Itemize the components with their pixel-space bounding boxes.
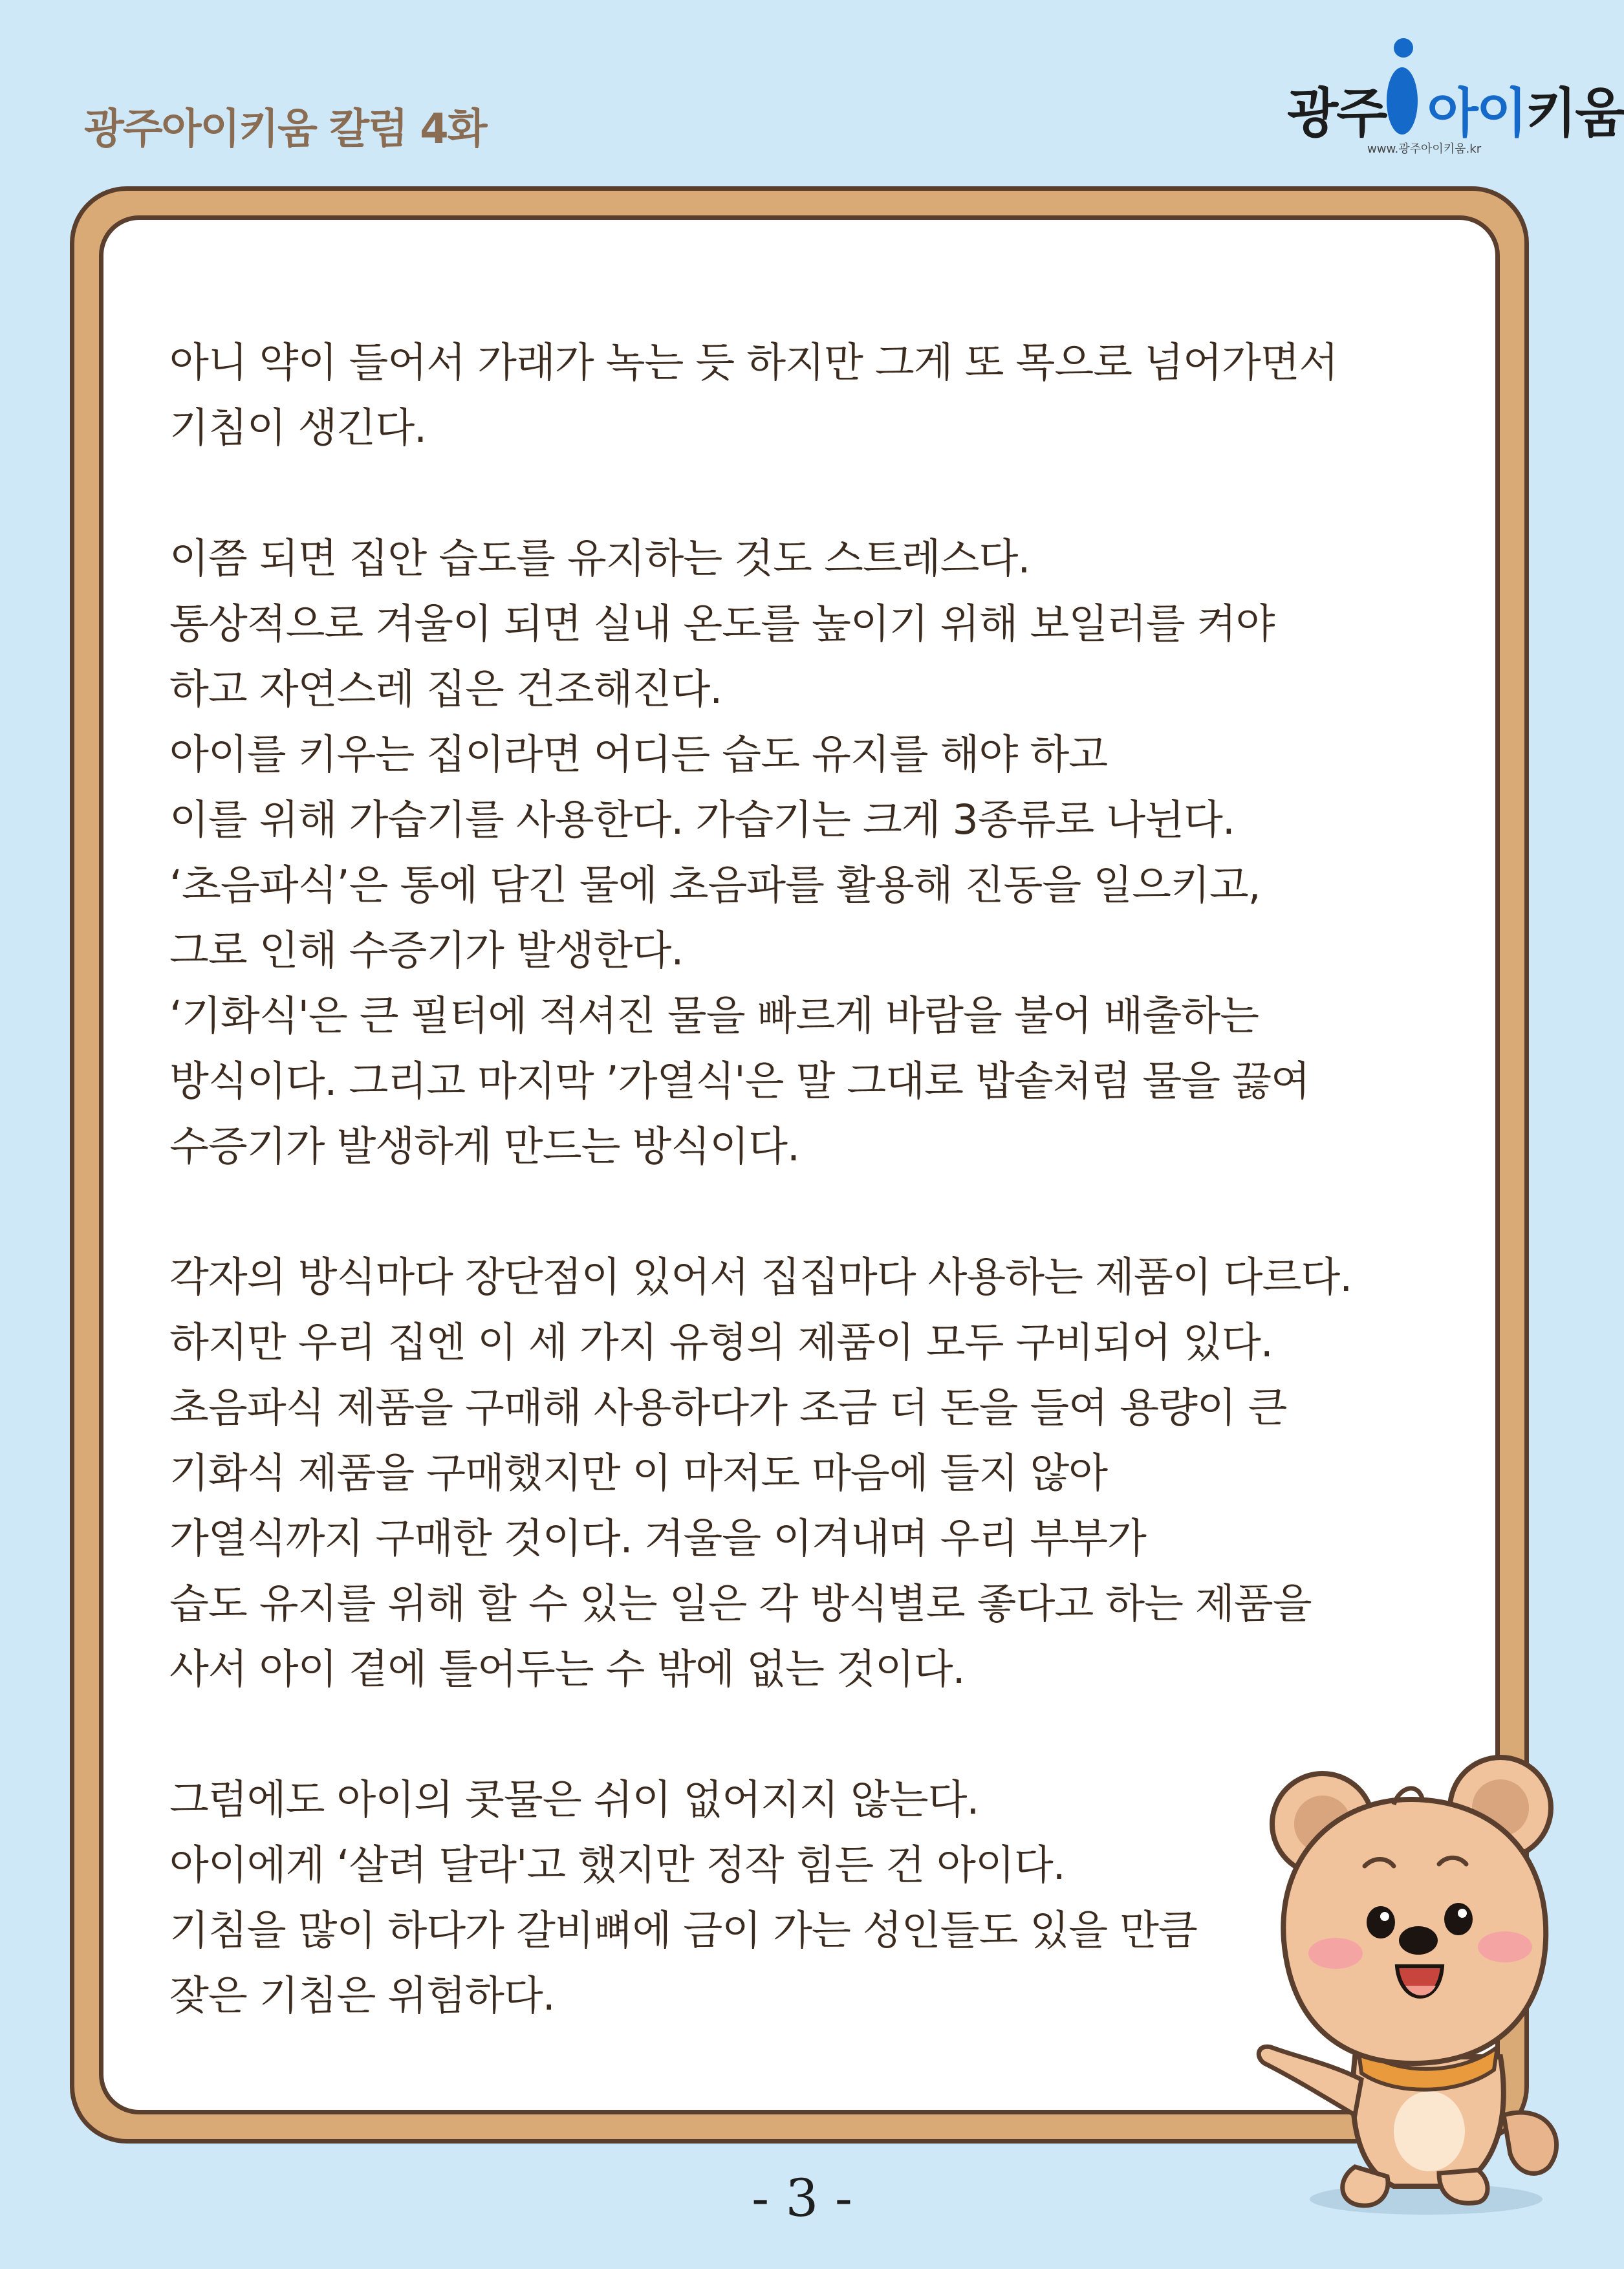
body-line: 초음파식 제품을 구매해 사용하다가 조금 더 돈을 들여 용량이 큰	[169, 1384, 1287, 1431]
logo-text-kium: 키움	[1525, 83, 1624, 144]
body-line: 잦은 기침은 위험하다.	[169, 1972, 555, 2019]
body-line: 기화식 제품을 구매했지만 이 마저도 마음에 들지 않아	[169, 1449, 1108, 1497]
logo-url: www.광주아이키움.kr	[1367, 142, 1482, 156]
column-title: 광주아이키움 칼럼 4화	[84, 105, 486, 153]
body-line: 그로 인해 수증기가 발생한다.	[169, 927, 684, 974]
logo-text-gwangju: 광주	[1287, 83, 1386, 144]
body-line: 하지만 우리 집엔 이 세 가지 유형의 제품이 모두 구비되어 있다.	[169, 1319, 1273, 1366]
paragraph-gap	[169, 1179, 1431, 1244]
body-line: 이쯤 되면 집안 습도를 유지하는 것도 스트레스다.	[169, 535, 1030, 582]
page-number: - 3 -	[752, 2168, 852, 2228]
body-line: 방식이다. 그리고 마지막 ’가열식'은 말 그대로 밥솥처럼 물을 끓여	[169, 1058, 1310, 1105]
body-line: 기침을 많이 하다가 갈비뼈에 금이 가는 성인들도 있을 만큼	[169, 1907, 1197, 1954]
body-line: 이를 위해 가습기를 사용한다. 가습기는 크게 3종류로 나뉜다.	[169, 796, 1235, 843]
body-line: 수증기가 발생하게 만드는 방식이다.	[169, 1123, 799, 1170]
logo-wordmark	[1287, 71, 1624, 147]
paragraph-gap	[169, 461, 1431, 526]
body-line: 습도 유지를 위해 할 수 있는 일은 각 방식별로 좋다고 하는 제품을	[169, 1580, 1312, 1627]
body-line: ‘기화식'은 큰 필터에 적셔진 물을 빠르게 바람을 불어 배출하는	[169, 992, 1259, 1039]
paragraph-gap	[169, 1702, 1431, 1767]
body-line: 아이에게 ‘살려 달라'고 했지만 정작 힘든 건 아이다.	[169, 1841, 1065, 1889]
gwangju-ikium-logo[interactable]	[1287, 38, 1624, 160]
body-line: 아이를 키우는 집이라면 어디든 습도 유지를 해야 하고	[169, 731, 1108, 778]
body-line: 각자의 방식마다 장단점이 있어서 집집마다 사용하는 제품이 다르다.	[169, 1254, 1352, 1301]
body-line: 사서 아이 곁에 틀어두는 수 밖에 없는 것이다.	[169, 1645, 965, 1693]
body-line: 통상적으로 겨울이 되면 실내 온도를 높이기 위해 보일러를 켜야	[169, 600, 1275, 647]
column-body	[169, 330, 1431, 2028]
body-line: 그럼에도 아이의 콧물은 쉬이 없어지지 않는다.	[169, 1776, 979, 1823]
logo-text-ai: 아이	[1427, 83, 1526, 144]
body-line: 하고 자연스레 집은 건조해진다.	[169, 666, 722, 713]
body-line: 아니 약이 들어서 가래가 녹는 듯 하지만 그게 또 목으로 넘어가면서	[169, 339, 1338, 386]
body-line: ‘초음파식’은 통에 담긴 물에 초음파를 활용해 진동을 일으키고,	[169, 862, 1261, 909]
body-line: 가열식까지 구매한 것이다. 겨울을 이겨내며 우리 부부가	[169, 1515, 1146, 1562]
body-line: 기침이 생긴다.	[169, 404, 427, 451]
quokka-mascot-illustration	[1245, 1753, 1581, 2219]
